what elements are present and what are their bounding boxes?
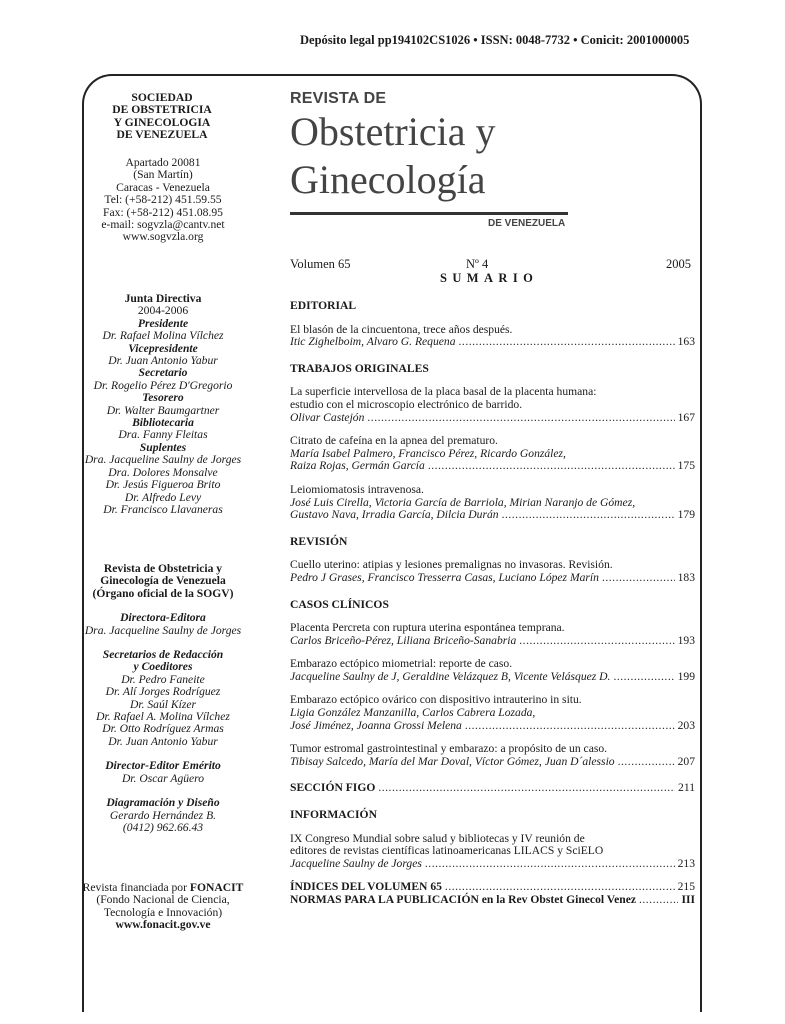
member-name: Dra. Jacqueline Saulny de Jorges (84, 453, 242, 467)
article-authors: Pedro J Grases, Francisco Tresserra Casas, Luciano López Marín (290, 570, 599, 584)
member-name: Dra. Jacqueline Saulny de Jorges (84, 623, 242, 637)
toc-entry[interactable] (290, 694, 695, 732)
role-label: Vicepresidente (128, 341, 198, 355)
journal-title-line1: Obstetricia y (290, 109, 496, 154)
revista-line: Revista de Obstetricia y (103, 562, 223, 575)
article-title: La superficie intervellosa de la placa basal de la placenta humana: (290, 385, 597, 399)
toc-entry[interactable] (290, 386, 695, 424)
article-authors: José Jiménez, Joanna Grossi Melena (290, 718, 462, 732)
member-name: Dr. Rafael Molina Vílchez (102, 329, 224, 343)
toc-entry[interactable] (290, 743, 695, 768)
toc-entry-figo[interactable] (290, 782, 695, 795)
member-phone: (0412) 962.66.43 (122, 820, 204, 834)
role-label: Directora-Editora (120, 611, 206, 625)
role-label: Tesorero (142, 391, 184, 405)
member-name: Dra. Dolores Monsalve (108, 465, 218, 479)
funding-line: Tecnología e Innovación) (103, 905, 223, 919)
role-label: Secretarios de Redacción (102, 648, 224, 662)
member-name: Dr. Alfredo Levy (124, 490, 202, 504)
article-title: Leiomiomatosis intravenosa. (290, 482, 424, 496)
page-number: 213 (677, 856, 695, 870)
address-line: (San Martín) (133, 168, 193, 182)
member-name: Dr. Pedro Faneite (121, 672, 205, 686)
volume-label: Volumen 65 (290, 257, 351, 271)
page-number: 167 (677, 410, 695, 424)
toc-entry[interactable] (290, 435, 695, 473)
article-authors: Raiza Rojas, Germán García (290, 459, 425, 473)
address-line: Caracas - Venezuela (116, 180, 210, 194)
article-title: Placenta Percreta con ruptura uterina espontánea temprana. (290, 621, 565, 635)
society-line: SOCIEDAD (131, 91, 193, 104)
page-number: 207 (677, 754, 695, 768)
member-name: Dr. Francisco Llavaneras (103, 502, 223, 516)
title-rule (290, 212, 568, 215)
de-venezuela-label: DE VENEZUELA (488, 218, 566, 229)
revista-de-label: REVISTA DE (290, 90, 387, 107)
article-title: estudio con el microscopio electrónico de barrido. (290, 397, 523, 411)
funding-block (78, 882, 248, 932)
indices-heading: ÍNDICES DEL VOLUMEN 65 (290, 880, 442, 894)
toc-entry[interactable] (290, 484, 695, 522)
article-title: El blasón de la cincuentona, trece años después. (290, 322, 513, 336)
article-title: Citrato de cafeína en la apnea del prematuro. (290, 434, 498, 448)
article-authors: Olivar Castejón (290, 410, 365, 424)
article-title: IX Congreso Mundial sobre salud y bibliotecas y IV reunión de (290, 831, 585, 845)
member-name: Dr. Jesús Figueroa Brito (105, 478, 221, 492)
article-title: Tumor estromal gastrointestinal y embarazo: a propósito de un caso. (290, 742, 608, 756)
role-label: Presidente (137, 316, 189, 330)
society-line: DE VENEZUELA (116, 128, 208, 142)
section-heading-revision: REVISIÓN (290, 534, 348, 548)
section-heading-editorial: EDITORIAL (290, 299, 357, 312)
article-authors: Ligia González Manzanilla, Carlos Cabrera Lozada, (290, 706, 536, 720)
article-authors: Tibisay Salcedo, María del Mar Doval, Víctor Gómez, Juan D´alessio (290, 754, 615, 768)
issue-number: Nº 4 (466, 257, 489, 271)
article-authors: Itic Zighelboim, Alvaro G. Requena (290, 335, 456, 349)
revista-line: Ginecología de Venezuela (100, 574, 226, 588)
society-line: DE OBSTETRICIA (112, 103, 212, 117)
article-title: Cuello uterino: atipias y lesiones premalignas no invasoras. Revisión. (290, 558, 613, 572)
article-title: Embarazo ectópico miometrial: reporte de caso. (290, 657, 513, 671)
society-block (92, 92, 232, 142)
article-authors: Gustavo Nava, Irradia García, Dilcia Durán (290, 508, 499, 522)
toc-entry-normas[interactable] (290, 894, 695, 907)
member-name: Dr. Juan Antonio Yabur (108, 354, 218, 368)
junta-title: Junta Directiva (124, 292, 202, 305)
address-line: Apartado 20081 (125, 156, 201, 169)
section-heading-figo: SECCIÓN FIGO (290, 781, 376, 795)
member-name: Dr. Otto Rodríguez Armas (102, 722, 224, 736)
junta-directiva-block (78, 293, 248, 516)
junta-period: 2004-2006 (137, 304, 189, 318)
editorial-board-block (84, 563, 242, 834)
funding-org: FONACIT (189, 881, 244, 894)
page-number: 179 (677, 508, 695, 522)
role-label: Bibliotecaria (132, 416, 194, 430)
article-authors: José Luis Cirella, Victoria García de Barriola, Mirian Naranjo de Gómez, (290, 495, 636, 509)
member-name: Dr. Juan Antonio Yabur (108, 734, 218, 748)
funding-prefix: Revista financiada por (82, 881, 190, 894)
member-name: Dr. Rafael A. Molina Vílchez (96, 710, 230, 724)
article-authors: Carlos Briceño-Pérez, Liliana Briceño-Sanabria (290, 633, 517, 647)
website-line: www.sogvzla.org (122, 230, 204, 244)
section-heading-casos: CASOS CLÍNICOS (290, 597, 389, 611)
issue-year: 2005 (666, 257, 691, 271)
page-number: 193 (677, 633, 695, 647)
journal-title-line2: Ginecología (290, 157, 486, 202)
address-block (82, 157, 244, 244)
role-label: Suplentes (139, 440, 187, 454)
fax-line: Fax: (+58-212) 451.08.95 (103, 205, 223, 219)
sumario-heading: SUMARIO (440, 271, 539, 285)
toc-entry[interactable] (290, 658, 695, 683)
member-name: Dr. Walter Baumgartner (106, 403, 220, 417)
page-number: III (681, 893, 695, 906)
section-heading-originales: TRABAJOS ORIGINALES (290, 361, 429, 375)
member-name: Dra. Fanny Fleitas (118, 428, 208, 442)
page-number: 215 (677, 880, 695, 894)
member-name: Gerardo Hernández B. (109, 808, 217, 822)
role-label: Secretario (138, 366, 188, 380)
page-number: 203 (677, 718, 695, 732)
page-number: 183 (677, 570, 695, 584)
member-name: Dr. Oscar Agüero (121, 771, 205, 785)
member-name: Dr. Rogelio Pérez D'Gregorio (93, 378, 233, 392)
article-authors: María Isabel Palmero, Francisco Pérez, Ricardo González, (290, 446, 566, 460)
page-number: 199 (677, 669, 695, 683)
toc-entry[interactable] (290, 833, 695, 871)
article-authors: Jacqueline Saulny de J, Geraldine Velázquez B, Vicente Velásquez D. (290, 669, 611, 683)
table-of-contents (290, 300, 695, 907)
toc-entry[interactable] (290, 622, 695, 647)
article-authors: Jacqueline Saulny de Jorges (290, 856, 422, 870)
toc-entry[interactable] (290, 559, 695, 584)
role-label: Diagramación y Diseño (106, 796, 220, 810)
member-name: Dr. Alí Jorges Rodríguez (105, 685, 221, 699)
page-number: 211 (678, 781, 695, 795)
role-label: y Coeditores (133, 660, 193, 674)
article-title: editores de revistas científicas latinoamericanas LILACS y SciELO (290, 844, 604, 858)
member-name: Dr. Saúl Kízer (129, 697, 197, 711)
page-number: 175 (677, 459, 695, 473)
revista-line: (Órgano oficial de la SOGV) (92, 586, 234, 600)
page-number: 163 (677, 335, 695, 349)
funding-website: www.fonacit.gov.ve (115, 918, 211, 932)
normas-heading: NORMAS PARA LA PUBLICACIÓN en la Rev Obstet Ginecol Venez (290, 893, 636, 906)
funding-line: (Fondo Nacional de Ciencia, (96, 893, 230, 907)
article-title: Embarazo ectópico ovárico con dispositivo intrauterino in situ. (290, 693, 582, 707)
role-label: Director-Editor Emérito (105, 759, 221, 773)
phone-line: Tel: (+58-212) 451.59.55 (104, 193, 222, 207)
society-line: Y GINECOLOGIA (113, 115, 211, 129)
email-line: e-mail: sogvzla@cantv.net (101, 218, 225, 232)
toc-entry[interactable] (290, 324, 695, 349)
section-heading-informacion: INFORMACIÓN (290, 808, 377, 822)
deposito-legal: Depósito legal pp194102CS1026 • ISSN: 0048-7732 • Conicit: 2001000005 (300, 33, 690, 47)
